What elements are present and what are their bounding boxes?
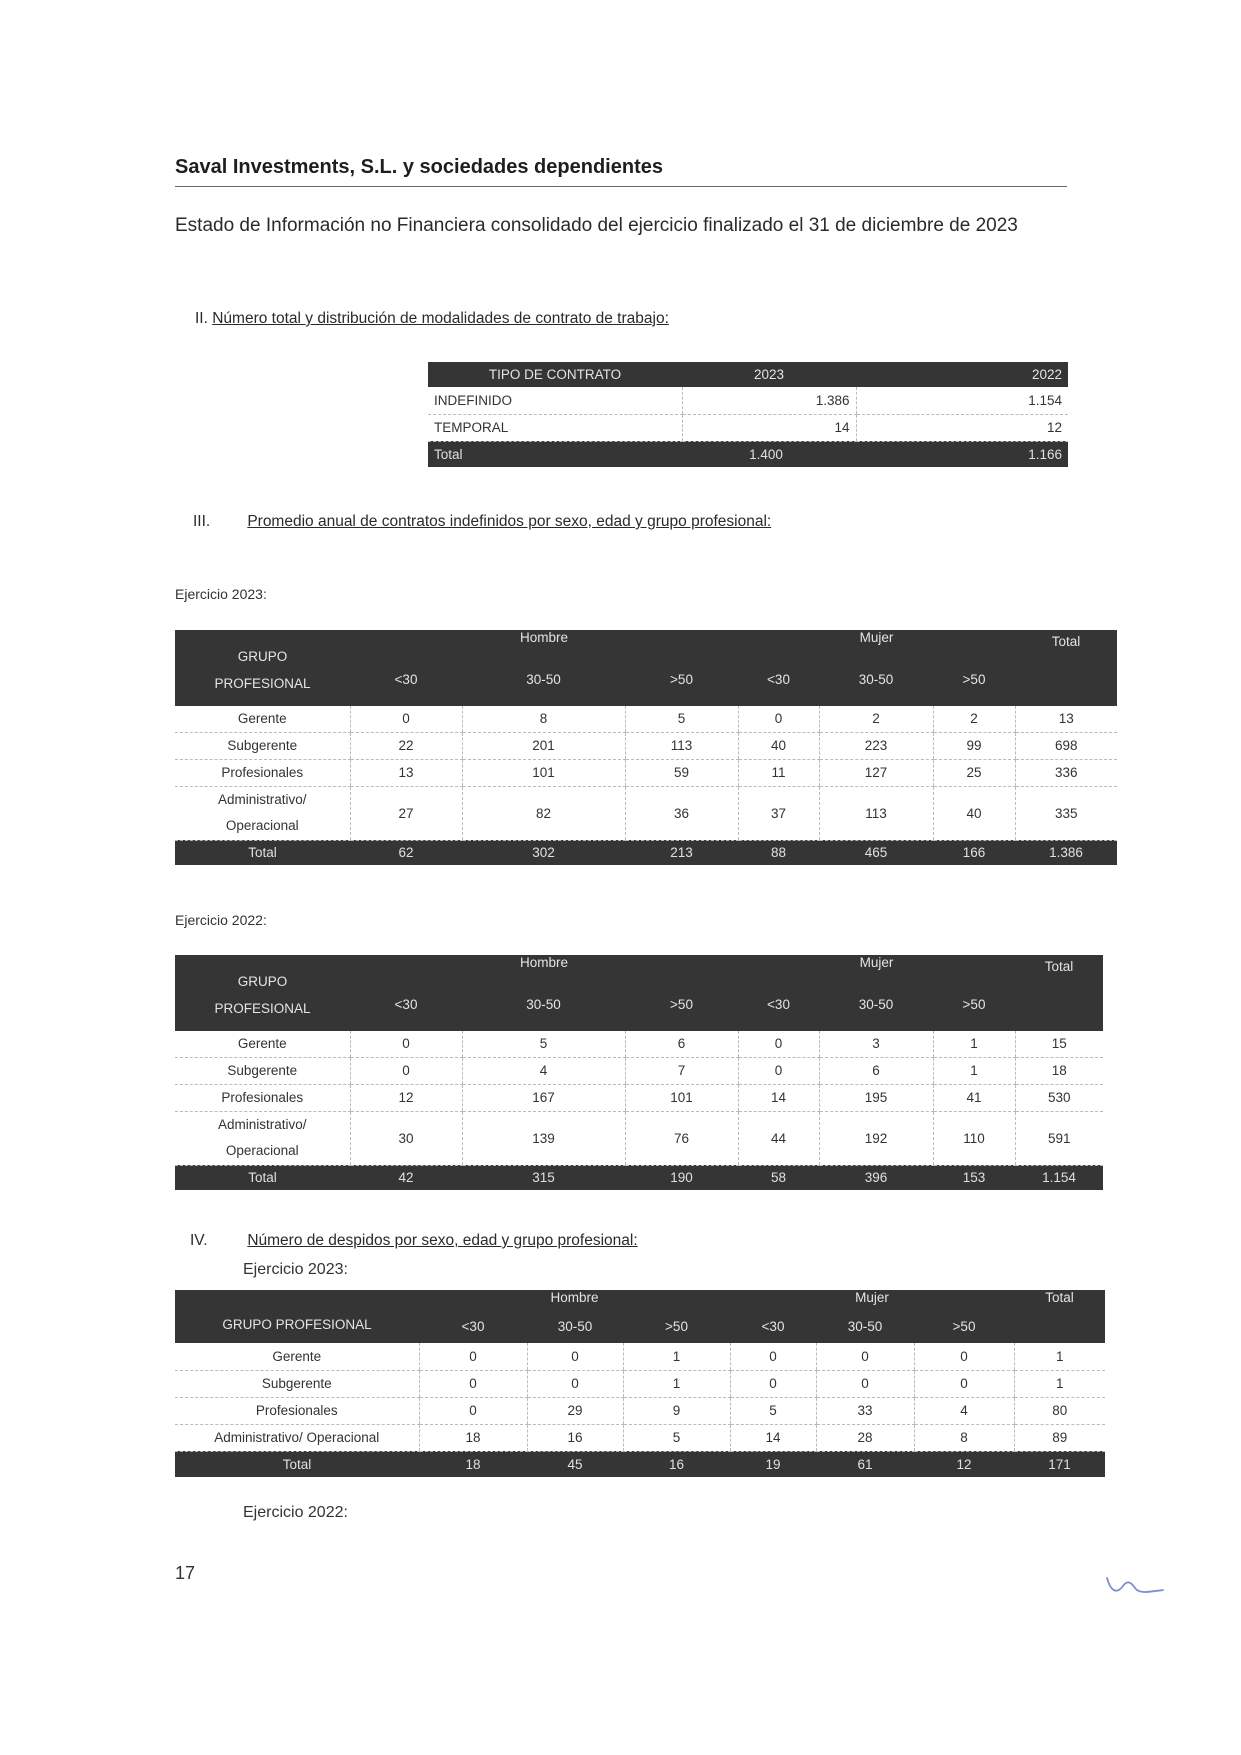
cell-value: 14 [738,1084,819,1111]
cell-value: 0 [419,1370,527,1397]
col-age: <30 [738,977,819,1031]
cell-value: 29 [527,1397,623,1424]
row-label: Subgerente [175,1370,419,1397]
cell-value: 113 [819,786,933,840]
table-row [175,732,1117,759]
total-value: 166 [933,840,1015,865]
table-row [428,387,1068,414]
row-label: Profesionales [175,1084,350,1111]
cell-value: 5 [730,1397,816,1424]
col-age: <30 [738,652,819,706]
total-row [175,1451,1105,1477]
cell-value: 1 [623,1343,730,1370]
col-age: 30-50 [819,652,933,706]
cell-value: 99 [933,732,1015,759]
total-value: 153 [933,1165,1015,1190]
cell-value: 698 [1015,732,1117,759]
cell-value: 37 [738,786,819,840]
total-value: 171 [1014,1451,1105,1477]
total-label: Total [175,1451,419,1477]
cell-value: 40 [738,732,819,759]
row-label: INDEFINIDO [428,387,682,414]
row-label: Gerente [175,1031,350,1057]
cell-value: 5 [625,706,738,732]
total-value: 302 [462,840,625,865]
col-2022: 2022 [856,362,1068,387]
cell-value: 30 [350,1111,462,1165]
col-contract-type: TIPO DE CONTRATO [428,362,682,387]
total-value: 315 [462,1165,625,1190]
cell-value: 1 [623,1370,730,1397]
cell-value: 8 [914,1424,1014,1451]
caption-dismissals-2022: Ejercicio 2022: [243,1504,348,1521]
caption-2022: Ejercicio 2022: [175,912,267,928]
cell-value: 1 [933,1031,1015,1057]
cell-value: 1 [933,1057,1015,1084]
cell-value: 0 [350,1057,462,1084]
cell-value: 1 [1014,1370,1105,1397]
cell-value: 1.154 [856,387,1068,414]
cell-value: 0 [730,1370,816,1397]
cell-value: 201 [462,732,625,759]
cell-value: 167 [462,1084,625,1111]
total-value: 1.166 [856,441,1068,467]
total-value: 1.386 [1015,840,1117,865]
cell-value: 6 [819,1057,933,1084]
cell-value: 13 [350,759,462,786]
cell-value: 127 [819,759,933,786]
cell-value: 0 [350,1031,462,1057]
section-3-number: III. [193,513,211,530]
section-4-number: IV. [190,1232,208,1249]
col-group [175,630,350,706]
cell-value: 4 [462,1057,625,1084]
total-value: 1.400 [682,441,856,467]
col-total: Total [1015,630,1117,706]
contracts-2022-table [175,955,1103,1190]
section-2-title: Número total y distribución de modalidades de contrato de trabajo: [212,310,669,327]
cell-value: 101 [625,1084,738,1111]
col-age: 30-50 [816,1310,914,1343]
row-label: Profesionales [175,759,350,786]
col-age: >50 [625,652,738,706]
cell-value: 0 [527,1343,623,1370]
cell-value: 14 [730,1424,816,1451]
cell-value: 22 [350,732,462,759]
table-row [175,1111,1103,1165]
col-age: 30-50 [527,1310,623,1343]
col-age: <30 [350,977,462,1031]
col-2023: 2023 [682,362,856,387]
total-value: 61 [816,1451,914,1477]
row-label: Gerente [175,706,350,732]
table-row [175,1084,1103,1111]
cell-value: 3 [819,1031,933,1057]
cell-value: 1 [1014,1343,1105,1370]
cell-value: 41 [933,1084,1015,1111]
row-label-line-1: Administrativo/ [217,792,307,807]
cell-value: 12 [350,1084,462,1111]
cell-value: 6 [625,1031,738,1057]
cell-value: 12 [856,414,1068,441]
section-4-heading [190,1232,638,1250]
cell-value: 8 [462,706,625,732]
header-rule [175,186,1067,187]
group-line-1: GRUPO [237,649,288,664]
total-value: 16 [623,1451,730,1477]
total-value: 213 [625,840,738,865]
col-age: <30 [419,1310,527,1343]
contracts-2023-table [175,630,1117,865]
table-row [175,1397,1105,1424]
total-value: 18 [419,1451,527,1477]
section-3-title: Promedio anual de contratos indefinidos por sexo, edad y grupo profesional: [247,513,772,530]
row-label: Gerente [175,1343,419,1370]
cell-value: 44 [738,1111,819,1165]
cell-value: 113 [625,732,738,759]
table-row [175,1343,1105,1370]
cell-value: 11 [738,759,819,786]
group-line-2: PROFESIONAL [214,1001,311,1016]
total-row [175,1165,1103,1190]
cell-value: 591 [1015,1111,1103,1165]
table-row [175,1057,1103,1084]
row-label-line-2: Operacional [225,1143,299,1158]
document-subtitle: Estado de Información no Financiera consolidado del ejercicio finalizado el 31 de diciembre de 2023 [175,215,1018,236]
section-4-title: Número de despidos por sexo, edad y grupo profesional: [247,1232,638,1249]
cell-value: 4 [914,1397,1014,1424]
cell-value: 33 [816,1397,914,1424]
col-hombre: Hombre [350,630,738,652]
cell-value: 15 [1015,1031,1103,1057]
col-total: Total [1015,955,1103,1031]
cell-value: 2 [933,706,1015,732]
total-value: 88 [738,840,819,865]
cell-value: 101 [462,759,625,786]
cell-value: 0 [738,1057,819,1084]
group-line-1: GRUPO [237,974,288,989]
table-row [175,1370,1105,1397]
dismissals-2023-table [175,1290,1105,1477]
total-value: 58 [738,1165,819,1190]
cell-value: 36 [625,786,738,840]
row-label: Administrativo/ Operacional [175,1424,419,1451]
total-label: Total [175,840,350,865]
col-age: >50 [933,652,1015,706]
cell-value: 2 [819,706,933,732]
total-value: 12 [914,1451,1014,1477]
cell-value: 0 [527,1370,623,1397]
cell-value: 13 [1015,706,1117,732]
row-label [175,786,350,840]
row-label: Profesionales [175,1397,419,1424]
cell-value: 40 [933,786,1015,840]
table-row [428,414,1068,441]
cell-value: 335 [1015,786,1117,840]
total-value: 190 [625,1165,738,1190]
row-label-line-2: Operacional [225,818,299,833]
section-2-heading [195,310,669,328]
table-row [175,706,1117,732]
row-label: Subgerente [175,732,350,759]
cell-value: 25 [933,759,1015,786]
row-label: TEMPORAL [428,414,682,441]
table-row [175,786,1117,840]
col-age: <30 [350,652,462,706]
col-total: Total [1014,1290,1105,1310]
col-age: >50 [914,1310,1014,1343]
col-group: GRUPO PROFESIONAL [175,1290,419,1343]
total-value: 62 [350,840,462,865]
cell-value: 89 [1014,1424,1105,1451]
row-label-line-1: Administrativo/ [217,1117,307,1132]
cell-value: 80 [1014,1397,1105,1424]
cell-value: 27 [350,786,462,840]
cell-value: 76 [625,1111,738,1165]
cell-value: 0 [914,1343,1014,1370]
cell-value: 14 [682,414,856,441]
caption-2023: Ejercicio 2023: [175,586,267,602]
col-mujer: Mujer [738,630,1015,652]
cell-value: 139 [462,1111,625,1165]
cell-value: 195 [819,1084,933,1111]
col-age: >50 [625,977,738,1031]
cell-value: 0 [419,1343,527,1370]
col-group [175,955,350,1031]
col-age: 30-50 [462,977,625,1031]
col-age: >50 [933,977,1015,1031]
total-label: Total [428,441,682,467]
cell-value: 530 [1015,1084,1103,1111]
table-row [175,1031,1103,1057]
cell-value: 9 [623,1397,730,1424]
table-row [175,759,1117,786]
row-label: Subgerente [175,1057,350,1084]
cell-value: 1.386 [682,387,856,414]
cell-value: 0 [738,706,819,732]
cell-value: 5 [462,1031,625,1057]
cell-value: 0 [914,1370,1014,1397]
section-3-heading [193,513,771,531]
cell-value: 0 [730,1343,816,1370]
cell-value: 7 [625,1057,738,1084]
table-row [175,1424,1105,1451]
company-title: Saval Investments, S.L. y sociedades dependientes [175,156,663,178]
cell-value: 0 [738,1031,819,1057]
total-value: 465 [819,840,933,865]
col-mujer: Mujer [738,955,1015,977]
col-age: >50 [623,1310,730,1343]
signature-mark [1105,1572,1165,1596]
total-value: 42 [350,1165,462,1190]
cell-value: 28 [816,1424,914,1451]
total-row [428,441,1068,467]
cell-value: 82 [462,786,625,840]
total-value: 396 [819,1165,933,1190]
col-hombre: Hombre [419,1290,730,1310]
cell-value: 0 [816,1343,914,1370]
col-age: 30-50 [462,652,625,706]
caption-dismissals-2023: Ejercicio 2023: [243,1261,348,1278]
cell-value: 5 [623,1424,730,1451]
row-label [175,1111,350,1165]
total-value: 19 [730,1451,816,1477]
cell-value: 16 [527,1424,623,1451]
col-hombre: Hombre [350,955,738,977]
cell-value: 0 [350,706,462,732]
cell-value: 0 [816,1370,914,1397]
cell-value: 0 [419,1397,527,1424]
col-age: 30-50 [819,977,933,1031]
page-number: 17 [175,1563,196,1583]
cell-value: 192 [819,1111,933,1165]
contract-type-table [428,362,1068,467]
total-label: Total [175,1165,350,1190]
section-2-number: II. [195,310,208,327]
cell-value: 18 [1015,1057,1103,1084]
total-value: 1.154 [1015,1165,1103,1190]
col-total-blank [1014,1310,1105,1343]
col-age: <30 [730,1310,816,1343]
cell-value: 110 [933,1111,1015,1165]
group-line-2: PROFESIONAL [214,676,311,691]
cell-value: 18 [419,1424,527,1451]
cell-value: 336 [1015,759,1117,786]
total-row [175,840,1117,865]
cell-value: 223 [819,732,933,759]
total-value: 45 [527,1451,623,1477]
cell-value: 59 [625,759,738,786]
col-mujer: Mujer [730,1290,1014,1310]
